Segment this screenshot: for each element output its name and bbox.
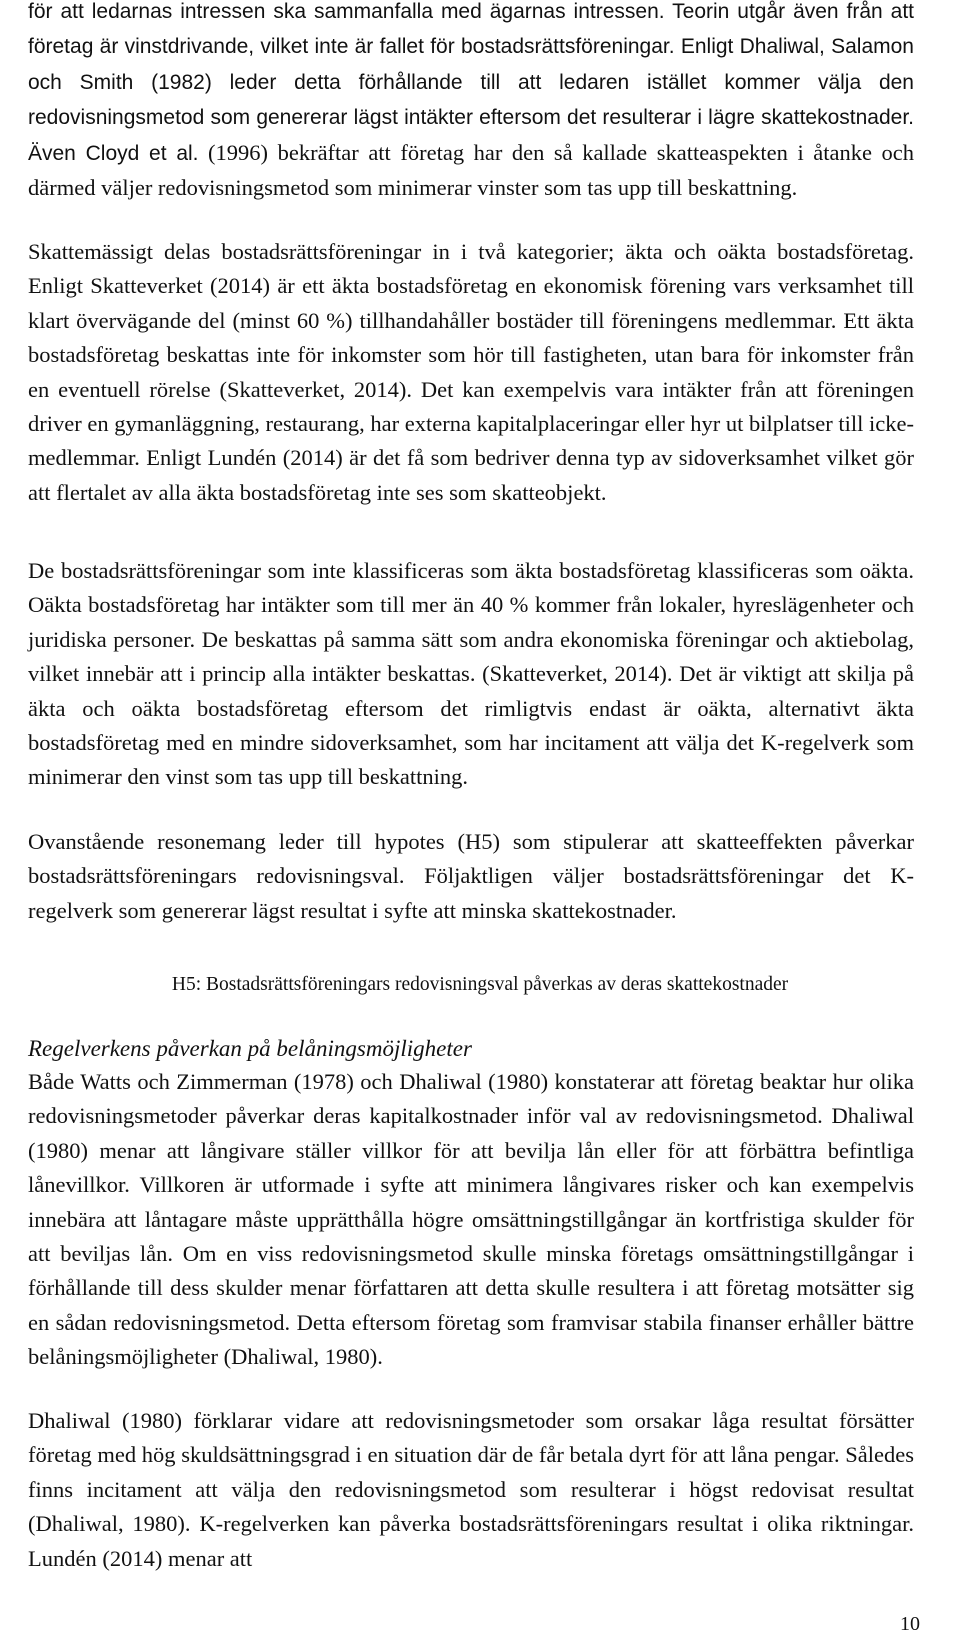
paragraph-agency-theory (28, 0, 914, 205)
paragraph-hypothesis-reasoning: Ovanstående resonemang leder till hypotes (H5) som stipulerar att skatteeffekten påverkar bostadsrättsföreningars redovisningsval. Följaktligen väljer bostadsrättsföreningar det K-regelverk som genererar lägst resultat i syfte att minska skattekostnader. (28, 829, 914, 923)
hypothesis-h5: H5: Bostadsrättsföreningars redovisningsval påverkas av deras skattekostnader (171, 974, 789, 995)
section-heading: Regelverkens påverkan på belåningsmöjligheter (28, 1036, 472, 1061)
paragraph-debt-financing: Dhaliwal (1980) förklarar vidare att redovisningsmetoder som orsakar låga resultat försätter företag med hög skuldsättningsgrad i en situation där de får betala dyrt för att låna pengar. Således finns incitament att välja den redovisningsmetod som resulterar i högst redovisat resultat (Dhaliwal, 1980). K-regelverken kan påverka bostadsrättsföreningars resultat i olika riktningar. Lundén (2014) menar att (28, 1408, 914, 1571)
paragraph-serif-segment: (1996) bekräftar att företag har den så kallade skatteaspekten i åtanke och därmed väljer redovisningsmetod som minimerar vinster som tas upp till beskattning. (28, 139, 914, 201)
page-number: 10 (900, 1613, 920, 1635)
paragraph-tax-categories: Skattemässigt delas bostadsrättsföreningar in i två kategorier; äkta och oäkta bostadsföretag. Enligt Skatteverket (2014) är ett äkta bostadsföretag en ekonomisk förening vars verksamhet till klart övervägande del (minst 60 %) tillhandahåller bostäder till föreningens medlemmar. Ett äkta bostadsföretag beskattas inte för inkomster som hör till fastigheten, utan bara för inkomster från en eventuell rörelse (Skatteverket, 2014). Det kan exempelvis vara intäkter från att föreningen driver en gymanläggning, restaurang, har externa kapitalplaceringar eller hyr ut bilplatser till icke-medlemmar. Enligt Lundén (2014) är det få som bedriver denna typ av sidoverksamhet vilket gör att flertalet av alla äkta bostadsföretag inte ses som skatteobjekt. (28, 239, 914, 505)
paragraph-non-genuine-housing: De bostadsrättsföreningar som inte klassificeras som äkta bostadsföretag klassificeras som oäkta. Oäkta bostadsföretag har intäkter som till mer än 40 % kommer från lokaler, hyreslägenheter och juridiska personer. De beskattas på samma sätt som andra ekonomiska föreningar och aktiebolag, vilket innebär att i princip alla intäkter beskattas. (Skatteverket, 2014). Det är viktigt att skilja på äkta och oäkta bostadsföretag eftersom det rimligtvis endast är oäkta, alternativt äkta bostadsföretag med en mindre sidoverksamhet, som har incitament att välja det K-regelverk som minimerar den vinst som tas upp till beskattning. (28, 558, 914, 790)
paragraph-lending-conditions: Både Watts och Zimmerman (1978) och Dhaliwal (1980) konstaterar att företag beaktar hur olika redovisningsmetoder påverkar deras kapitalkostnader inför val av redovisningsmetod. Dhaliwal (1980) menar att långivare ställer villkor för att bevilja lån eller för att förbättra befintliga lånevillkor. Villkoren är utformade i syfte att minimera långivares risker och kan exempelvis innebära att låntagare måste upprätthålla högre omsättningstillgångar än kortfristiga skulder för att beviljas lån. Om en viss redovisningsmetod skulle minska företags omsättningstillgångar i förhållande till dess skulder menar författaren att detta skulle resultera i att företag motsätter sig en sådan redovisningsmetod. Detta eftersom företag som framvisar stabila finanser erhåller bättre belåningsmöjligheter (Dhaliwal, 1980). (28, 1069, 914, 1370)
paragraph-sans-segment: för att ledarnas intressen ska sammanfalla med ägarnas intressen. Teorin utgår även från att företag är vinstdrivande, vilket inte är fallet för bostadsrättsföreningar. Enligt Dhaliwal, Salamon och Smith (1982) leder detta förhållande till att ledaren istället kommer välja den redovisningsmetod som genererar lägst intäkter eftersom det resulterar i lägre skattekostnader. Även Cloyd et al. (28, 0, 914, 165)
